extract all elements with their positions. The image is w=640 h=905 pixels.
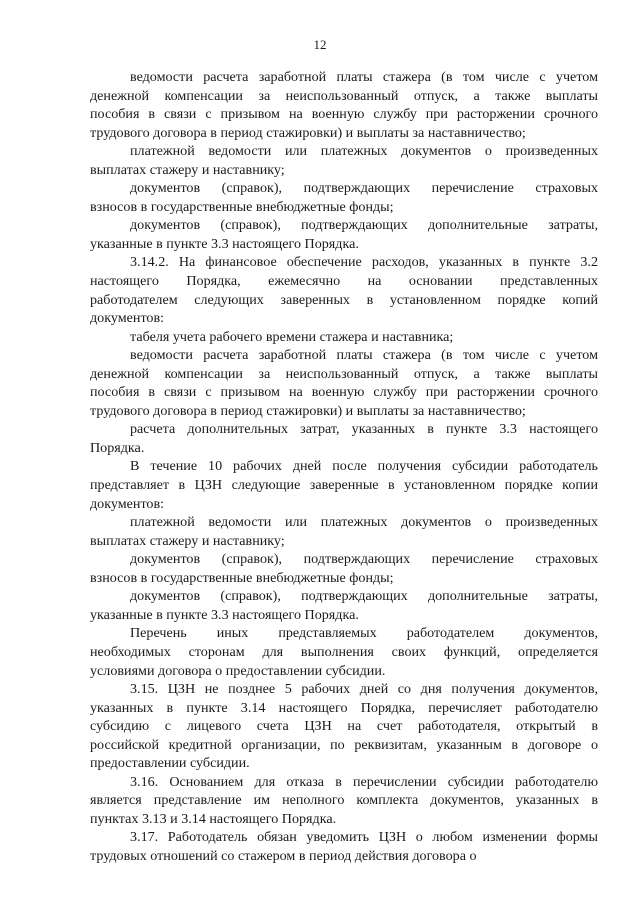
paragraph-line: 3.16. Основанием для отказа в перечислении субсидии работодателю <box>130 773 598 790</box>
paragraph <box>90 179 598 216</box>
paragraph <box>90 457 598 513</box>
paragraph <box>90 773 598 829</box>
paragraph-line: взносов в государственные внебюджетные фонды; <box>90 198 394 215</box>
paragraph-line: выплатах стажеру и наставнику; <box>90 532 285 549</box>
paragraph-line: платежной ведомости или платежных документов о произведенных <box>130 514 598 531</box>
paragraph-line: российской кредитной организации, по реквизитам, указанным в договоре о <box>90 736 598 753</box>
paragraph-line: платежной ведомости или платежных документов о произведенных <box>130 143 598 160</box>
paragraph <box>90 68 598 142</box>
paragraph-line: пособия в связи с призывом на военную службу при расторжении срочного <box>90 106 598 123</box>
paragraph <box>90 828 598 865</box>
paragraph-line: документов: <box>90 495 165 512</box>
paragraph <box>90 420 598 457</box>
paragraph-line: ведомости расчета заработной платы стажера (в том числе с учетом <box>130 347 598 364</box>
paragraph <box>90 624 598 680</box>
paragraph-line: является представление им неполного комплекта документов, указанных в <box>90 792 598 809</box>
paragraph-line: трудового договора в период стажировки) и выплаты за наставничество; <box>90 402 526 419</box>
paragraph <box>90 513 598 550</box>
paragraph-line: ведомости расчета заработной платы стажера (в том числе с учетом <box>130 69 598 85</box>
paragraph-line: представляет в ЦЗН следующие заверенные в установленном порядке копии <box>90 477 598 494</box>
paragraph-line: указанные в пункте 3.3 настоящего Порядка. <box>90 606 359 623</box>
paragraph-line: настоящего Порядка, ежемесячно на основании представленных <box>90 273 598 290</box>
paragraph <box>90 216 598 253</box>
paragraph-line: трудового договора в период стажировки) и выплаты за наставничество; <box>90 124 526 141</box>
paragraph-line: Порядка. <box>90 439 145 456</box>
paragraph-line: документов (справок), подтверждающих перечисление страховых <box>130 551 598 568</box>
paragraph-line: работодателем следующих заверенных в установленном порядке копий <box>90 291 598 308</box>
paragraph-line: 3.14.2. На финансовое обеспечение расходов, указанных в пункте 3.2 <box>130 254 598 271</box>
paragraph-line: трудовых отношений со стажером в период действия договора о <box>90 847 477 864</box>
paragraph-line: 3.17. Работодатель обязан уведомить ЦЗН о любом изменении формы <box>130 829 598 846</box>
paragraph <box>90 142 598 179</box>
paragraph-line: документов (справок), подтверждающих дополнительные затраты, <box>130 217 598 234</box>
paragraph-line: пунктах 3.13 и 3.14 настоящего Порядка. <box>90 810 337 827</box>
paragraph-line: субсидию с лицевого счета ЦЗН на счет работодателя, открытый в <box>90 718 598 735</box>
document-body <box>90 68 598 866</box>
paragraph <box>90 346 598 420</box>
paragraph-line: указанные в пункте 3.3 настоящего Порядка. <box>90 235 359 252</box>
paragraph-line: 3.15. ЦЗН не позднее 5 рабочих дней со дня получения документов, <box>130 681 598 698</box>
paragraph-line: Перечень иных представляемых работодателем документов, <box>130 625 598 642</box>
paragraph-line: необходимых сторонам для выполнения своих функций, определяется <box>90 643 598 660</box>
paragraph-line: документов (справок), подтверждающих дополнительные затраты, <box>130 588 598 605</box>
paragraph-line: В течение 10 рабочих дней после получения субсидии работодатель <box>130 458 598 475</box>
paragraph <box>90 253 598 327</box>
paragraph-line: табеля учета рабочего времени стажера и наставника; <box>130 328 454 345</box>
paragraph-line: условиями договора о предоставлении субсидии. <box>90 662 386 679</box>
paragraph-line: документов (справок), подтверждающих перечисление страховых <box>130 180 598 197</box>
paragraph <box>90 550 598 587</box>
paragraph <box>90 587 598 624</box>
paragraph-line: выплатах стажеру и наставнику; <box>90 161 285 178</box>
paragraph-line: предоставлении субсидии. <box>90 755 250 772</box>
paragraph-line: документов: <box>90 310 165 327</box>
paragraph-line: денежной компенсации за неиспользованный отпуск, а также выплаты <box>90 87 598 104</box>
paragraph <box>90 328 598 347</box>
paragraph-line: расчета дополнительных затрат, указанных в пункте 3.3 настоящего <box>130 421 598 438</box>
paragraph-line: пособия в связи с призывом на военную службу при расторжении срочного <box>90 384 598 401</box>
page-number: 12 <box>313 37 327 52</box>
paragraph-line: указанных в пункте 3.14 настоящего Порядка, перечисляет работодателю <box>90 699 598 716</box>
paragraph <box>90 680 598 773</box>
paragraph-line: денежной компенсации за неиспользованный отпуск, а также выплаты <box>90 365 598 382</box>
paragraph-line: взносов в государственные внебюджетные фонды; <box>90 569 394 586</box>
